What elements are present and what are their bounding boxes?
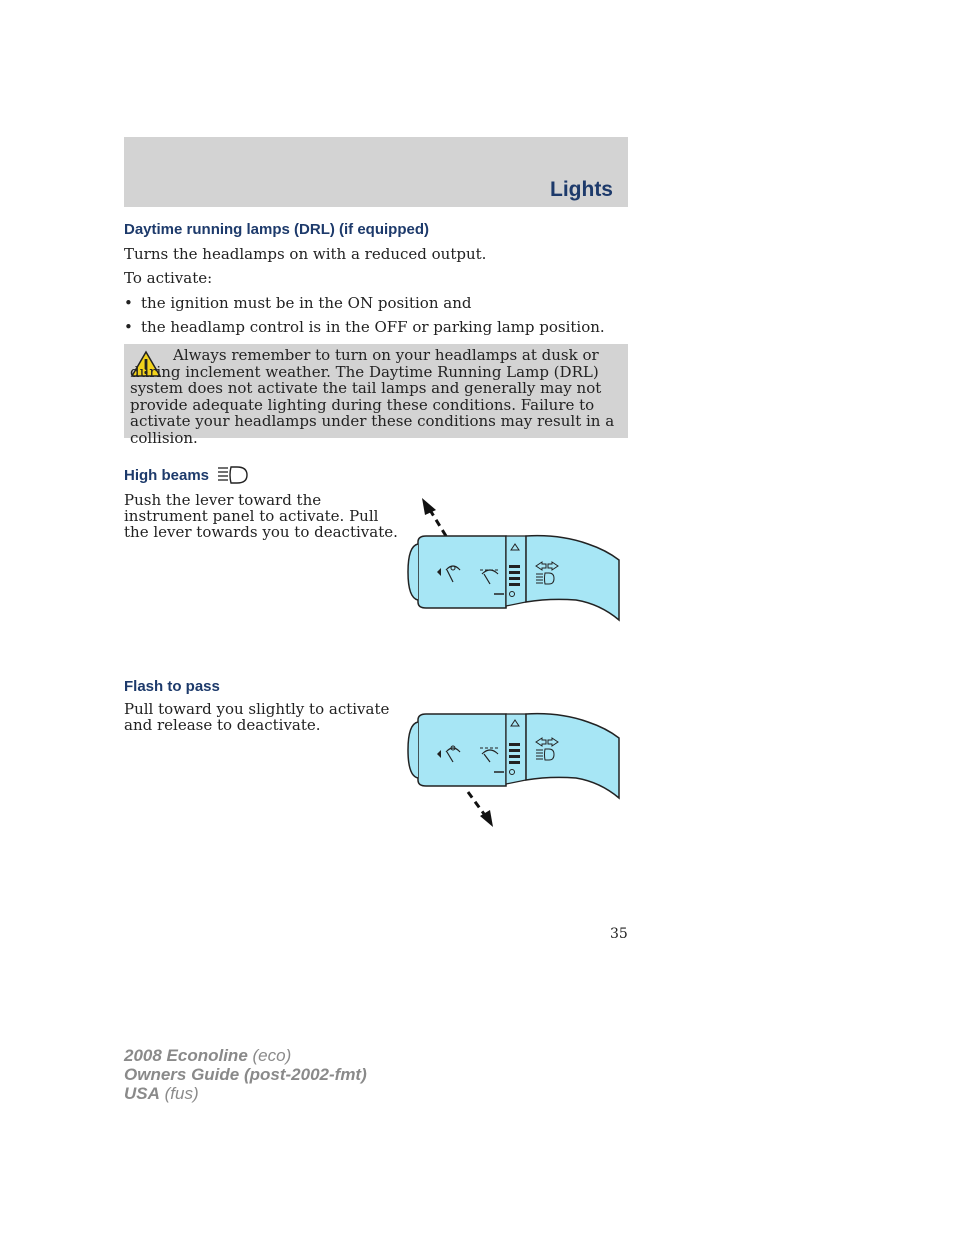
section-header-band <box>124 137 628 207</box>
flash-heading: Flash to pass <box>124 678 220 695</box>
footer: 2008 Econoline (eco) Owners Guide (post-2002-fmt) USA (fus) <box>124 1046 367 1103</box>
lever-illustration-push <box>400 494 624 624</box>
flash-line-2: and release to deactivate. <box>124 716 321 734</box>
section-title: Lights <box>550 178 613 201</box>
warning-text: Always remember to turn on your headlamps at dusk or during inclement weather. The Daytime Running Lamp (DRL) system does not activate the tail lamps and generally may not provide adequate lighting during these conditions. Failure to activate your headlamps under these conditions may result in a collision. <box>130 346 615 447</box>
lever-illustration-pull <box>400 700 624 830</box>
high-beams-line-2: instrument panel to activate. Pull <box>124 507 379 525</box>
warning-box <box>124 344 628 447</box>
drl-activate: To activate: <box>124 269 213 287</box>
high-beams-heading: High beams <box>124 467 210 484</box>
high-beams-line-3: the lever towards you to deactivate. <box>124 523 398 541</box>
drl-heading: Daytime running lamps (DRL) (if equipped) <box>124 221 430 238</box>
flash-line-1: Pull toward you slightly to activate <box>124 700 390 718</box>
high-beams-line-1: Push the lever toward the <box>124 491 322 509</box>
drl-intro: Turns the headlamps on with a reduced output. <box>124 245 487 263</box>
list-item: • the ignition must be in the ON position and <box>124 294 472 312</box>
high-beam-icon <box>217 465 249 485</box>
page-number: 35 <box>610 926 628 942</box>
list-item: • the headlamp control is in the OFF or parking lamp position. <box>124 318 605 336</box>
